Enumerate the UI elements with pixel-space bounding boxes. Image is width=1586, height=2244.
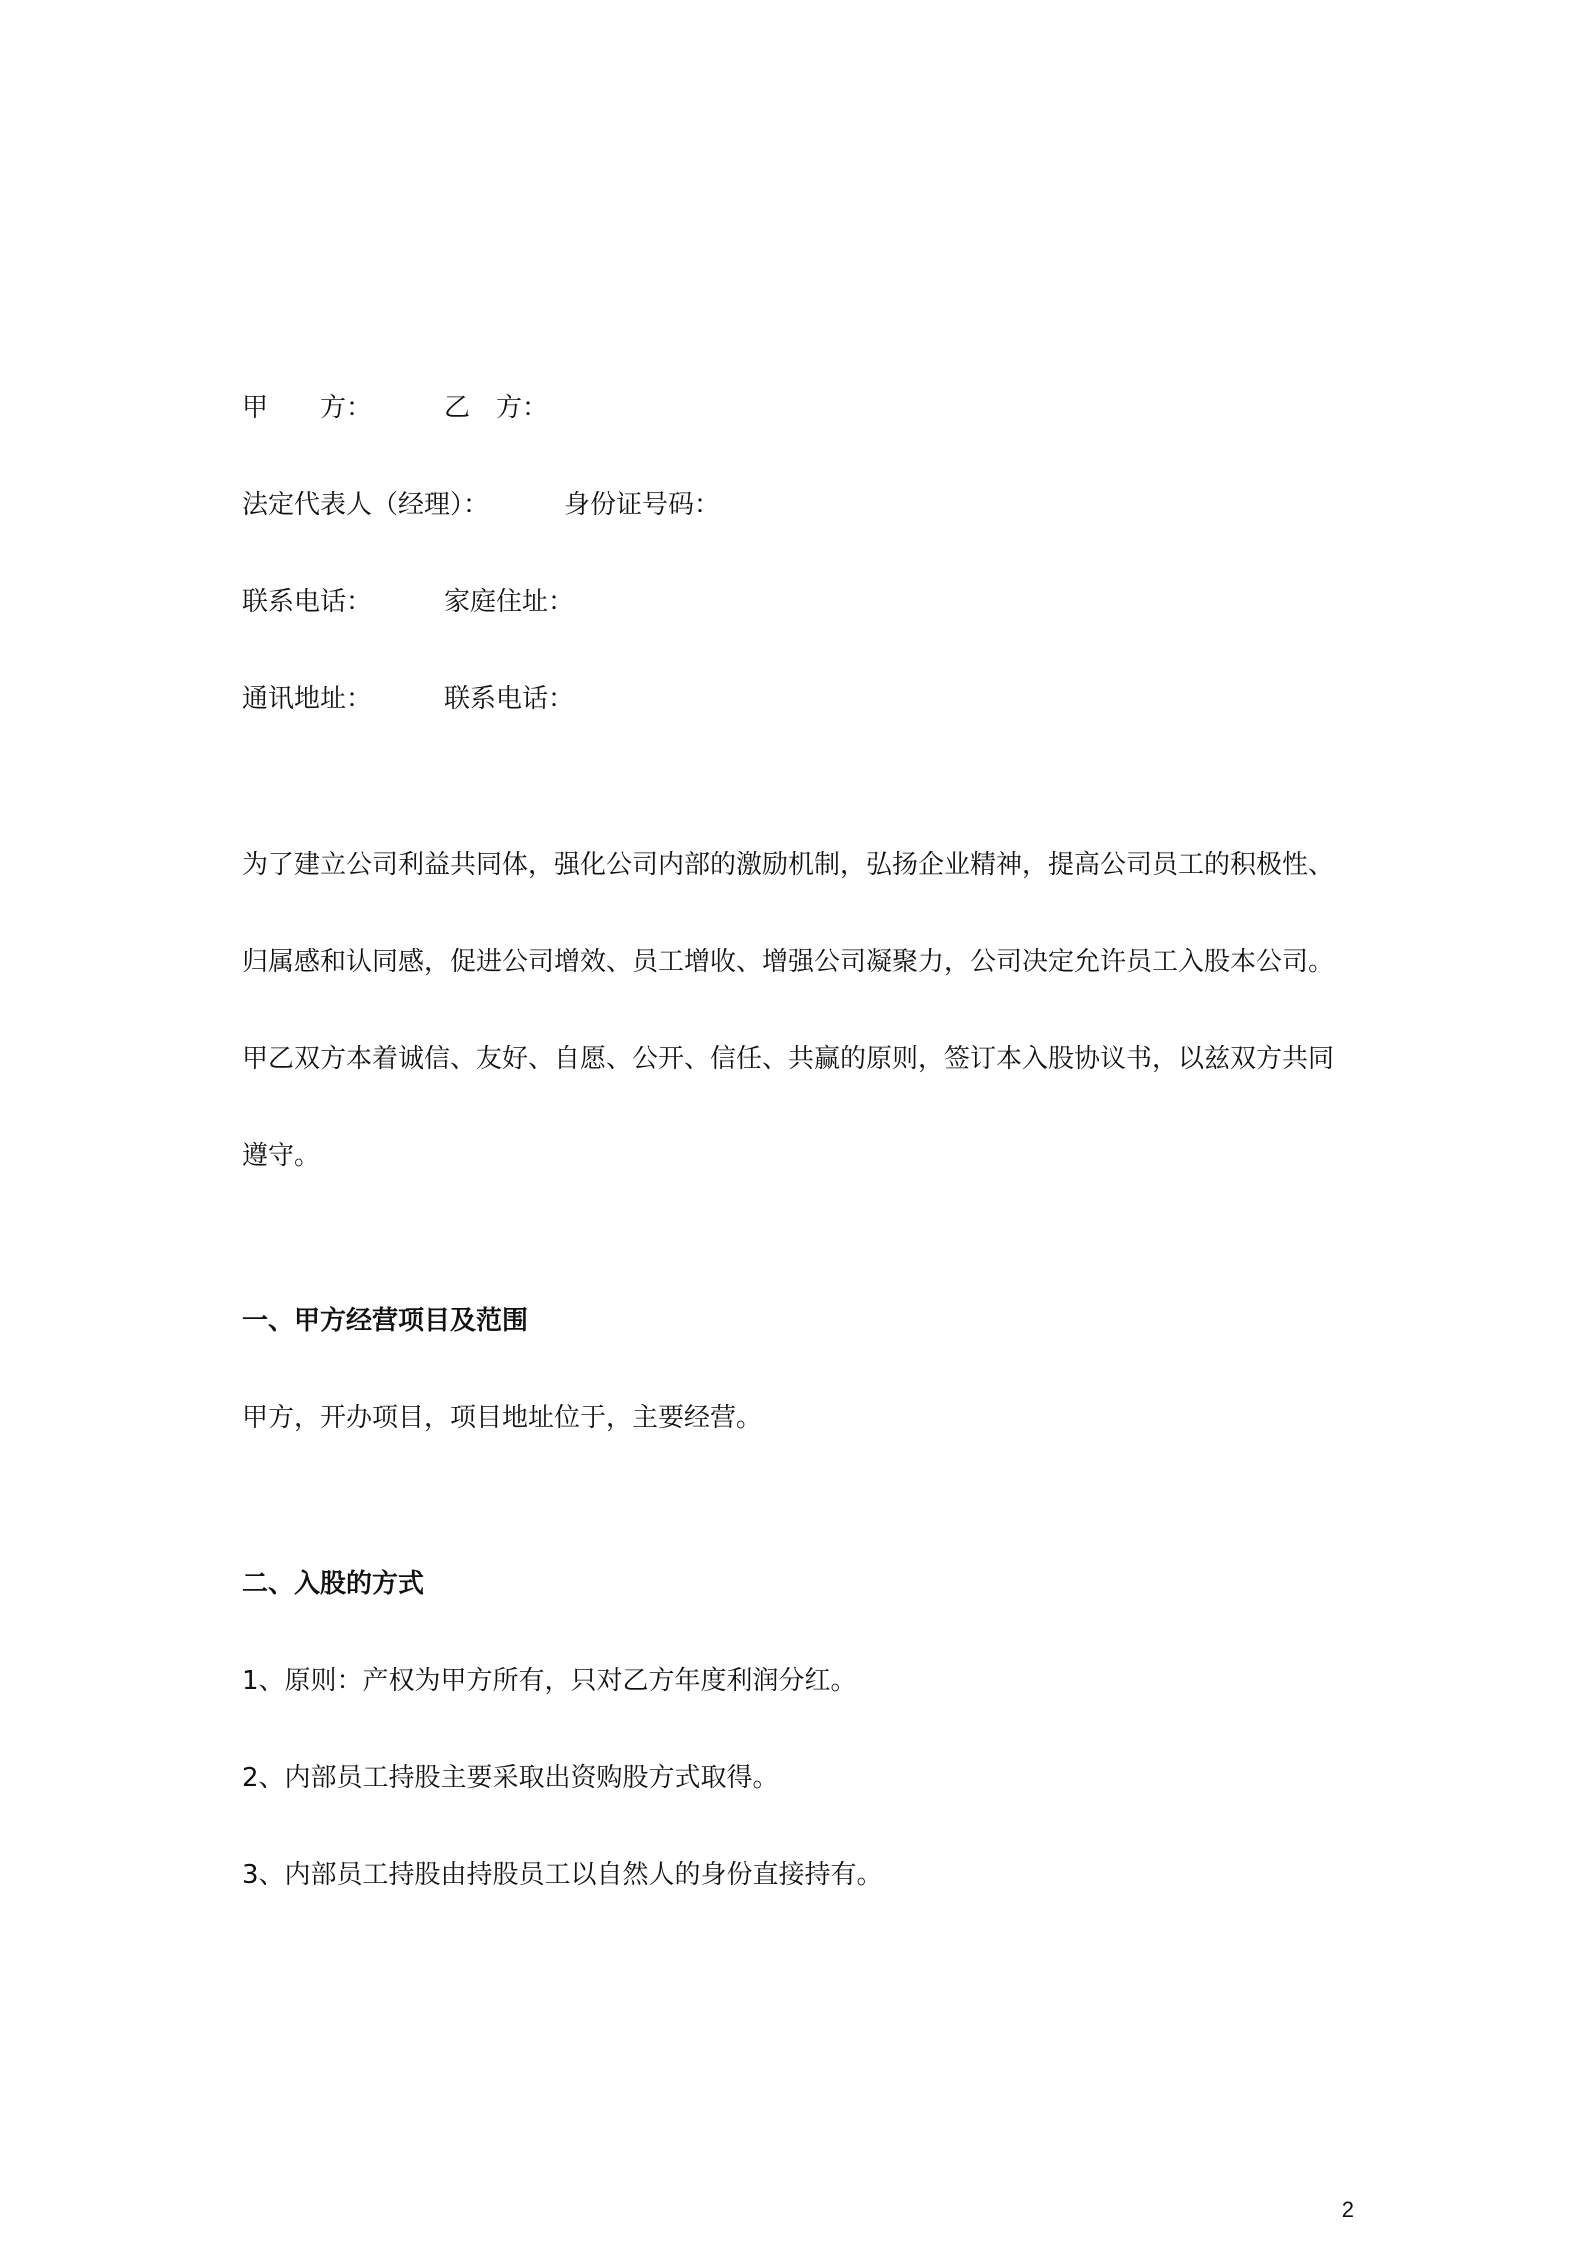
party-row-1: [242, 390, 548, 426]
party-row-3: [242, 584, 574, 620]
section-2-item-1: 1、原则：产权为甲方所有，只对乙方年度利润分红。: [242, 1666, 857, 1696]
section-2-item-3: 3、内部员工持股由持股员工以自然人的身份直接持有。: [242, 1860, 883, 1890]
legal-rep-label: 法定代表人（经理）：: [242, 490, 490, 520]
mailing-address-label: 通讯地址：: [242, 684, 373, 714]
home-address-label: 家庭住址：: [444, 587, 575, 617]
intro-line-4: 遵守。: [242, 1141, 321, 1171]
section-2-heading: 二、入股的方式: [242, 1569, 425, 1599]
intro-line-3: 甲乙双方本着诚信、友好、自愿、公开、信任、共赢的原则，签订本入股协议书，以兹双方共同: [242, 1044, 1335, 1074]
party-a-label: 甲 方：: [242, 393, 373, 423]
party-row-2: [242, 487, 720, 523]
section-1-body: 甲方，开办项目，项目地址位于，主要经营。: [242, 1403, 763, 1433]
party-row-4: [242, 681, 574, 717]
section-1-heading: 一、甲方经营项目及范围: [242, 1306, 529, 1336]
contact-phone-label: 联系电话：: [242, 587, 373, 617]
id-number-label: 身份证号码：: [564, 490, 721, 520]
intro-line-2: 归属感和认同感，促进公司增效、员工增收、增强公司凝聚力，公司决定允许员工入股本公司。: [242, 947, 1335, 977]
section-2-item-2: 2、内部员工持股主要采取出资购股方式取得。: [242, 1763, 779, 1793]
contact-phone-label-2: 联系电话：: [444, 684, 575, 714]
intro-line-1: 为了建立公司利益共同体，强化公司内部的激励机制，弘扬企业精神，提高公司员工的积极性、: [242, 850, 1335, 880]
party-b-label: 乙 方：: [444, 393, 549, 423]
page-number: 2: [1341, 2197, 1354, 2222]
